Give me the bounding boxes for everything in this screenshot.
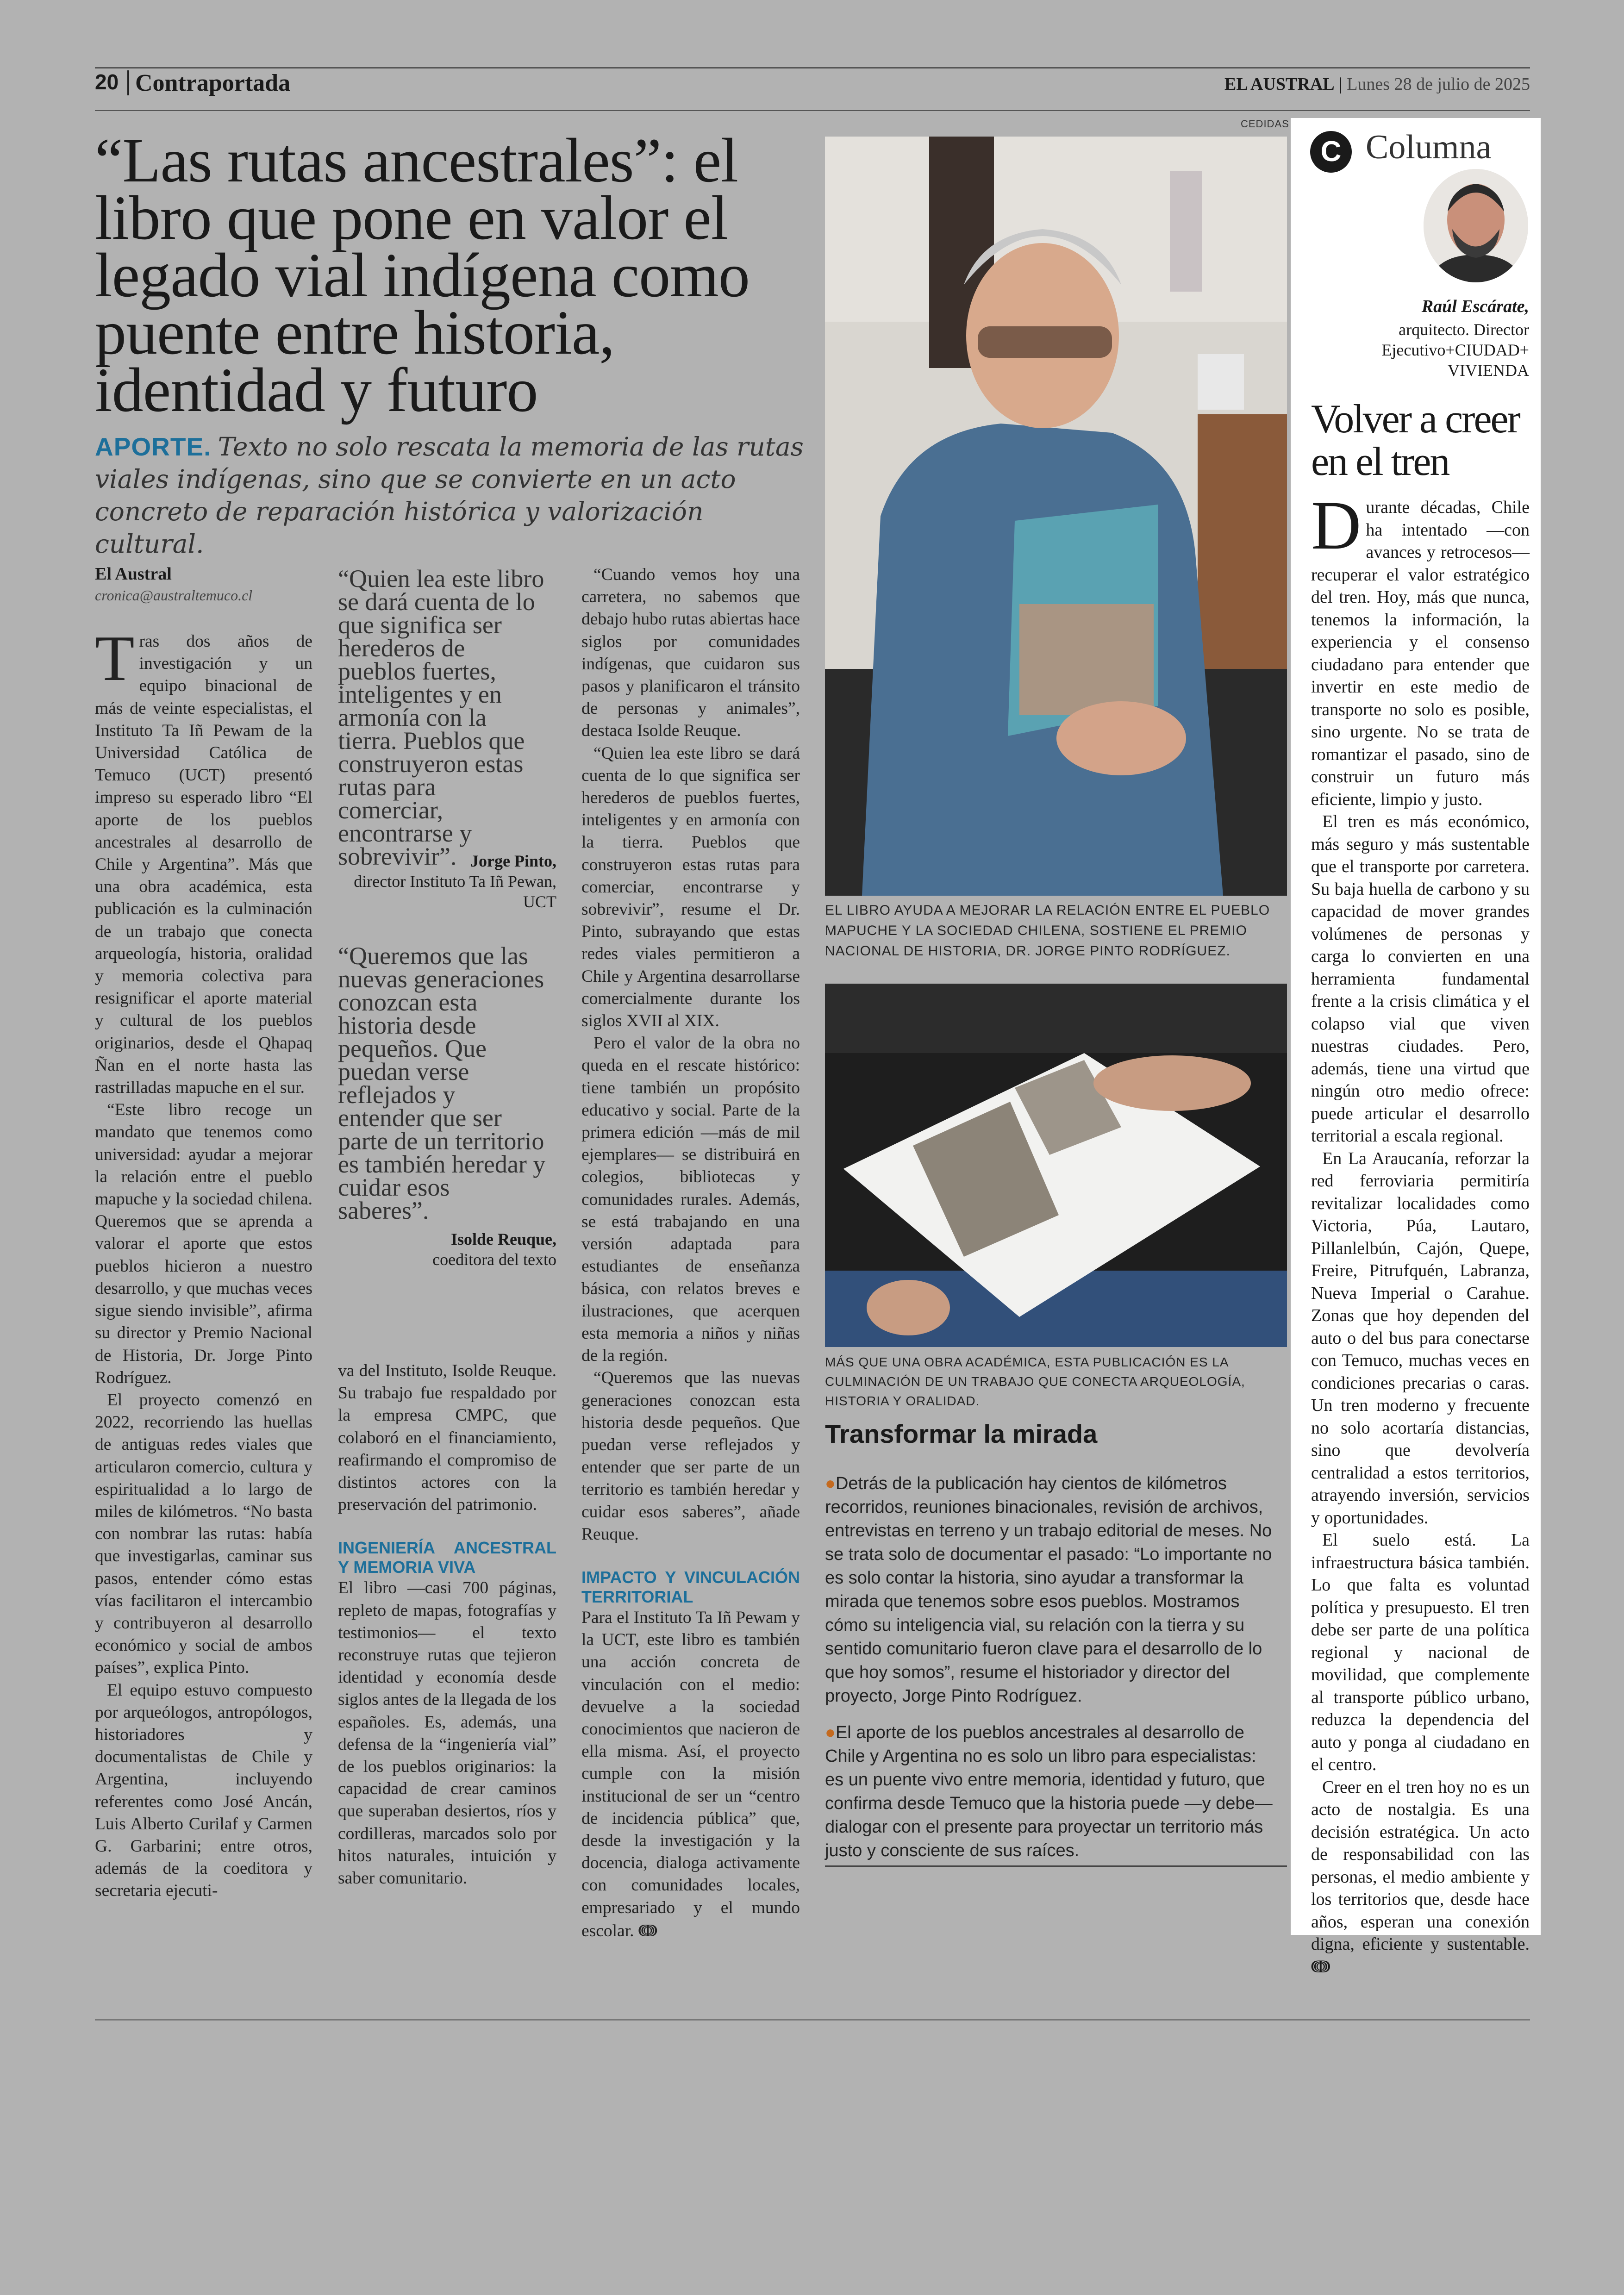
pull-quote-2-name: Isolde Reuque, bbox=[450, 1230, 556, 1248]
pull-quote-2-role: coeditora del texto bbox=[432, 1250, 556, 1269]
paragraph: Pero el valor de la obra no queda en el rescate histórico: tiene también un propósito educativo y social. Parte de la primera edición —más de mil ejemplares— se distribuirá en colegios, bibliotecas y comunidades rurales. Además, se está trabajando en una versión adaptada para estudiantes de enseñanza básica, con relatos breves e ilustraciones, que acerquen esta memoria a niños y niñas de la región. bbox=[581, 1034, 800, 1366]
article-column-3 bbox=[581, 564, 800, 1942]
lead-text: Texto no solo rescata la memoria de las rutas viales indígenas, sino que se convierte en un acto concreto de reparación histórica y valorización cultural. bbox=[95, 432, 804, 559]
photo-open-book-illustration bbox=[825, 984, 1287, 1347]
photo-open-book bbox=[825, 984, 1287, 1347]
sidebar-title: Transformar la mirada bbox=[825, 1419, 1098, 1448]
end-mark: ↈ bbox=[1311, 1957, 1330, 1977]
pull-quote-2: “Queremos que las nuevas generaciones conozcan esta historia desde pequeños. Que puedan verse reflejados y entender que ser parte de un territorio es también heredar y cuidar esos saberes”. bbox=[338, 942, 546, 1224]
article-column-1 bbox=[95, 623, 312, 1902]
paragraph: ras dos años de investigación y un equipo binacional de más de veinte especialistas, el Instituto Ta Iñ Pewam de la Universidad Católica de Temuco (UCT) presentó impreso su esperado libro “El aporte de los pueblos ancestrales al desarrollo de Chile y Argentina”. Más que una obra académica, esta publicación es la culminación de un trabajo que conecta arqueología, historia, oralidad y memoria colectiva para resignificar el aporte material y cultural de los pueblos originarios, desde el Qhapaq Ñan en el norte hasta las rastrilladas mapuche en el sur. bbox=[95, 632, 312, 1098]
header-rule bbox=[95, 110, 1530, 111]
byline: El Austral bbox=[95, 564, 172, 584]
paragraph: “Cuando vemos hoy una carretera, no sabemos que debajo hubo rutas abiertas hace siglos por comunidades indígenas, que cuidaron sus pasos y planificaron el tránsito de personas y animales”, destaca Isolde Reuque. bbox=[581, 565, 800, 741]
pull-quote-1-author bbox=[338, 851, 556, 912]
end-mark: ↈ bbox=[638, 1920, 657, 1940]
sidebar-paragraph-1 bbox=[825, 1472, 1274, 1708]
paragraph: Creer en el tren hoy no es un acto de nostalgia. Es una decisión estratégica. Un acto de responsabilidad con las personas, el medio ambiente y los territorios que, desde hace años, esperan una conexión digna, eficiente y sustentable. bbox=[1311, 1777, 1530, 1954]
paragraph: El equipo estuvo compuesto por arqueólogos, antropólogos, historiadores y documentalistas de Chile y Argentina, incluyendo referentes como José Ancán, Luis Alberto Curilaf y Carmen G. Garbarini; entre otros, además de la coeditora y secretaria ejecuti- bbox=[95, 1680, 312, 1901]
byline-email[interactable]: cronica@australtemuco.cl bbox=[95, 587, 253, 604]
subheading: INGENIERÍA ANCESTRAL Y MEMORIA VIVA bbox=[338, 1538, 556, 1577]
sidebar-paragraph-2 bbox=[825, 1721, 1274, 1863]
column-badge: C bbox=[1310, 131, 1352, 173]
column-title: Volver a creer en el tren bbox=[1311, 397, 1519, 484]
page-number: 20 bbox=[95, 70, 119, 94]
paragraph: “Este libro recoge un mandato que tenemos como universidad: ayudar a mejorar la relación entre el pueblo mapuche y la sociedad chilena. Queremos que se aprenda a valorar el aporte que estos pueblos hicieron a nuestro desarrollo, y que muchas veces sigue siendo invisible”, afirma su director y Premio Nacional de Historia, Dr. Jorge Pinto Rodríguez. bbox=[95, 1100, 312, 1387]
photo-author-with-book bbox=[825, 137, 1287, 896]
paragraph: El tren es más económico, más seguro y más sustentable que el transporte por carretera. Su baja huella de carbono y su capacidad de mover grandes volúmenes de personas y carga lo convierten en una herramienta fundamental frente a la crisis climática y el colapso vial que viven nuestras ciudades. Pero, además, tiene una virtud que ningún otro medio ofrece: puede articular el desarrollo territorial a escala regional. bbox=[1311, 812, 1530, 1146]
publication-dateline bbox=[1224, 74, 1530, 94]
header-divider bbox=[127, 70, 129, 95]
avatar bbox=[1424, 169, 1528, 282]
section-name: Contraportada bbox=[135, 70, 291, 96]
paragraph: va del Instituto, Isolde Reuque. Su trabajo fue respaldado por la empresa CMPC, que colaboró en el financiamiento, reafirmando el compromiso de distintos actores con la preservación del patrimonio. bbox=[338, 1361, 556, 1515]
sidebar-rule bbox=[825, 1865, 1287, 1867]
publication-date: Lunes 28 de julio de 2025 bbox=[1347, 75, 1530, 94]
paragraph: Para el Instituto Ta Iñ Pewam y la UCT, este libro es también una acción concreta de vinculación con el medio: devuelve a la sociedad conocimientos que nacieron de ella misma. Así, el proyecto cumple con la misión institucional de ser un “centro de incidencia pública” que, desde la investigación y la docencia, dialoga activamente con comunidades locales, empresariado y el mundo escolar. bbox=[581, 1608, 800, 1940]
bullet-dot: ● bbox=[825, 1474, 836, 1493]
paragraph: “Quien lea este libro se dará cuenta de lo que significa ser herederos de pueblos fuertes, inteligentes y en armonía con la tierra. Pueblos que construyeron estas rutas para comerciar, encontrarse y sobrevivir”, resume el Dr. Pinto, subrayando que estas redes viales permitieron a Chile y Argentina desarrollarse comercialmente durante los siglos XVII al XIX. bbox=[581, 743, 800, 1031]
photo-author-with-book-illustration bbox=[825, 137, 1287, 896]
pull-quote-1-role: director Instituto Ta Iñ Pewan, UCT bbox=[354, 872, 556, 911]
paragraph: En La Araucanía, reforzar la red ferroviaria permitiría revitalizar localidades como Victoria, Púa, Lautaro, Pillanlelbún, Cajón, Quepe, Freire, Pitrufquén, Labranza, Nueva Imperial o Carahue. Zonas que hoy dependen del auto o del bus para conectarse con Temuco, muchas veces en condiciones precarias o caras. Un tren moderno y frecuente no solo acortaría distancias, sino que devolvería centralidad a estos territorios, atrayendo inversión, servicios y oportunidades. bbox=[1311, 1148, 1530, 1528]
column-dropcap: D bbox=[1311, 487, 1362, 564]
column-author-role: arquitecto. Director Ejecutivo+CIUDAD+ VIVIENDA bbox=[1381, 320, 1529, 380]
column-label: Columna bbox=[1366, 128, 1492, 166]
paragraph: “Queremos que las nuevas generaciones conozcan esta historia desde pequeños. Que puedan verse reflejados y entender que ser parte de un territorio es también heredar y cuidar esos saberes”, añade Reuque. bbox=[581, 1368, 800, 1544]
dropcap: T bbox=[95, 623, 135, 694]
article-headline: “Las rutas ancestrales”: el libro que pone en valor el legado vial indígena como puente entre historia, identidad y futuro bbox=[95, 126, 750, 425]
paragraph: El proyecto comenzó en 2022, recorriendo las huellas de antiguas redes viales que articularon comercio, cultura y espiritualidad a lo largo de miles de kilómetros. “No basta con nombrar las rutas: había que investigarlas, caminar sus pasos, entender cómo estas vías facilitaron el intercambio y contribuyeron al desarrollo económico y social de ambos países”, explica Pinto. bbox=[95, 1390, 312, 1678]
bottom-rule bbox=[95, 2019, 1530, 2021]
bullet-dot: ● bbox=[825, 1723, 836, 1742]
photo-caption-1: EL LIBRO AYUDA A MEJORAR LA RELACIÓN ENTRE EL PUEBLO MAPUCHE Y LA SOCIEDAD CHILENA, SOSTIENE EL PREMIO NACIONAL DE HISTORIA, DR. JORGE PINTO RODRÍGUEZ. bbox=[825, 903, 1270, 959]
paragraph: urante décadas, Chile ha intentado —con avances y retrocesos— recuperar el valor estratégico del tren. Hoy, más que nunca, tenemos la información, la experiencia y el consenso ciudadano para entender que invertir en este medio de transporte no solo es posible, sino urgente. No se trata de romantizar el pasado, sino de construir un futuro más eficiente, limpio y justo. bbox=[1311, 498, 1530, 809]
article-lead bbox=[95, 430, 817, 560]
publication-name: EL AUSTRAL bbox=[1224, 75, 1335, 94]
top-rule bbox=[95, 67, 1530, 69]
column-body bbox=[1311, 487, 1530, 1978]
paragraph: El aporte de los pueblos ancestrales al desarrollo de Chile y Argentina no es solo un libro para especialistas: es un puente vivo entre memoria, identidad y futuro, que confirma desde Temuco que la historia puede —y debe— dialogar con el presente para proyectar un territorio más justo y consciente de sus raíces. bbox=[825, 1723, 1273, 1860]
photo-credit: CEDIDAS bbox=[1241, 118, 1289, 130]
article-column-2 bbox=[338, 1360, 556, 1890]
lead-kicker: APORTE. bbox=[95, 432, 212, 461]
pull-quote-1-name: Jorge Pinto, bbox=[470, 852, 556, 870]
dateline-separator: | bbox=[1339, 75, 1343, 94]
paragraph: El libro —casi 700 páginas, repleto de mapas, fotografías y testimonios— el texto reconstruye rutas que tejieron identidad y economía desde siglos antes de la llegada de los españoles. Es, además, una defensa de la “ingeniería vial” de los pueblos originarios: la capacidad de crear caminos que superaban desiertos, ríos y cordilleras, marcados solo por hitos naturales, intuición y saber comunitario. bbox=[338, 1578, 556, 1888]
author-portrait bbox=[1424, 169, 1528, 282]
subheading: IMPACTO Y VINCULACIÓN TERRITORIAL bbox=[581, 1567, 800, 1606]
paragraph: Detrás de la publicación hay cientos de kilómetros recorridos, reuniones binacionales, revisión de archivos, entrevistas en terreno y un trabajo editorial de meses. No se trata solo de documentar el pasado: “Lo importante no es solo contar la historia, sino ayudar a transformar la mirada que tenemos sobre esos pueblos. Mostramos cómo su inteligencia vial, su relación con la tierra y su sentido comunitario fueron clave para el desarrollo de lo que hoy somos”, resume el historiador y director del proyecto, Jorge Pinto Rodríguez. bbox=[825, 1474, 1272, 1706]
paragraph: El suelo está. La infraestructura básica también. Lo que falta es voluntad política y presupuesto. El tren debe ser parte de una política regional y nacional de movilidad, que complemente al transporte público urbano, reduzca la dependencia del auto y ponga al ciudadano en el centro. bbox=[1311, 1530, 1530, 1774]
photo-caption-2: MÁS QUE UNA OBRA ACADÉMICA, ESTA PUBLICACIÓN ES LA CULMINACIÓN DE UN TRABAJO QUE CONECTA ARQUEOLOGÍA, HISTORIA Y ORALIDAD. bbox=[825, 1355, 1245, 1408]
pull-quote-2-author bbox=[338, 1229, 556, 1270]
pull-quote-1: “Quien lea este libro se dará cuenta de lo que significa ser herederos de pueblos fuertes, inteligentes y en armonía con la tierra. Pueblos que construyeron estas rutas para comerciar, encontrarse y sobrevivir”. bbox=[338, 565, 544, 870]
column-author-name: Raúl Escárate, bbox=[1421, 297, 1529, 316]
